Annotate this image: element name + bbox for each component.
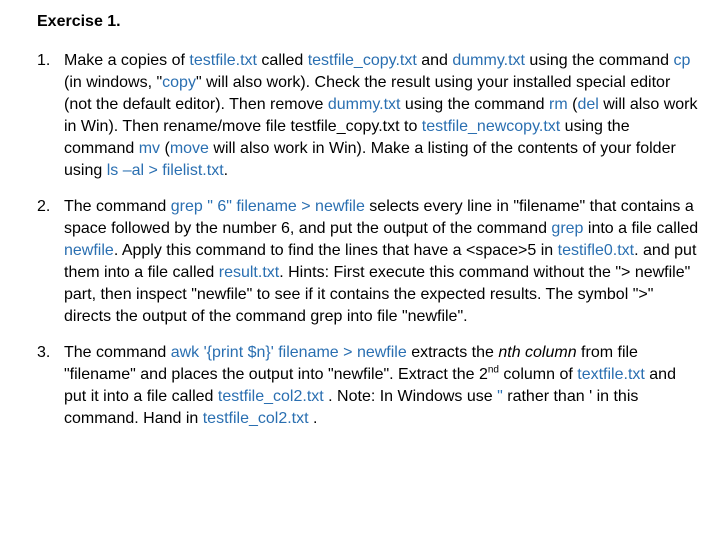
exercise-item-1 <box>37 50 699 182</box>
exercise-item-2 <box>37 196 699 328</box>
body-text: ( <box>567 96 578 113</box>
highlighted-term: textfile.txt <box>577 366 645 383</box>
body-text: will also work in Win). Then rename/move file testfile_copy.txt to <box>64 96 698 135</box>
body-text: " will also work). Check the result using your installed special editor (not the default editor). Then remove <box>64 74 671 113</box>
body-text: and <box>416 52 453 69</box>
highlighted-term: move <box>169 140 209 157</box>
superscript-text: nd <box>487 364 499 376</box>
exercise-item-3 <box>37 342 699 430</box>
highlighted-term: grep <box>551 220 584 237</box>
body-text: . <box>308 410 318 427</box>
body-text: selects every line in "filename" that contains a space followed by the number 6, and put the output of the command <box>64 198 694 237</box>
highlighted-term: dummy.txt <box>452 52 525 69</box>
highlighted-term: cp <box>673 52 691 69</box>
highlighted-term: newfile <box>64 242 114 259</box>
highlighted-term: rm <box>549 96 568 113</box>
body-text: using the command <box>400 96 549 113</box>
body-text: using the command <box>64 118 630 157</box>
highlighted-term: grep " 6" filename > newfile <box>170 198 365 215</box>
body-text: . <box>223 162 229 179</box>
body-text: will also work in Win). Make a listing of the contents of your folder using <box>64 140 676 179</box>
body-text: . and put them into a file called <box>64 242 697 281</box>
body-text: rather than ' in this command. Hand in <box>64 388 639 427</box>
body-text: using the command <box>524 52 674 69</box>
exercise-list <box>37 50 699 444</box>
body-text: extracts the <box>406 344 499 361</box>
highlighted-term: testfile_col2.txt <box>217 388 324 405</box>
highlighted-term: " <box>497 388 503 405</box>
body-text: . Apply this command to find the lines that have a <space>5 in <box>113 242 558 259</box>
highlighted-term: testfile_copy.txt <box>307 52 417 69</box>
highlighted-term: result.txt <box>218 264 280 281</box>
highlighted-term: dummy.txt <box>327 96 401 113</box>
body-text: from file "filename" and places the output into "newfile". Extract the 2 <box>64 344 638 383</box>
italic-term: nth column <box>498 344 577 361</box>
highlighted-term: ls –al > filelist.txt <box>106 162 224 179</box>
body-text: and put it into a file called <box>64 366 676 405</box>
body-text: (in windows, " <box>64 74 163 91</box>
item-number: 2. <box>37 198 51 215</box>
body-text: Make a copies of <box>64 52 190 69</box>
highlighted-term: del <box>577 96 599 113</box>
body-text: column of <box>498 366 578 383</box>
body-text: . Note: In Windows use <box>323 388 498 405</box>
item-number: 3. <box>37 344 51 361</box>
body-text: The command <box>64 344 171 361</box>
highlighted-term: testfile_col2.txt <box>202 410 309 427</box>
exercise-title: Exercise 1. <box>37 13 121 30</box>
highlighted-term: testfile.txt <box>189 52 257 69</box>
body-text: The command <box>64 198 171 215</box>
highlighted-term: mv <box>138 140 161 157</box>
item-number: 1. <box>37 52 51 69</box>
highlighted-term: testfile_newcopy.txt <box>421 118 561 135</box>
body-text: ( <box>160 140 170 157</box>
body-text: . Hints: First execute this command without the "> newfile" part, then inspect "newfile" to see if it contains the expected results. The symbol ">" directs the output of the command grep into file "newfile". <box>64 264 691 325</box>
body-text: into a file called <box>583 220 699 237</box>
highlighted-term: copy <box>162 74 196 91</box>
highlighted-term: testifle0.txt <box>557 242 635 259</box>
body-text: called <box>256 52 308 69</box>
highlighted-term: awk '{print $n}' filename > newfile <box>170 344 407 361</box>
